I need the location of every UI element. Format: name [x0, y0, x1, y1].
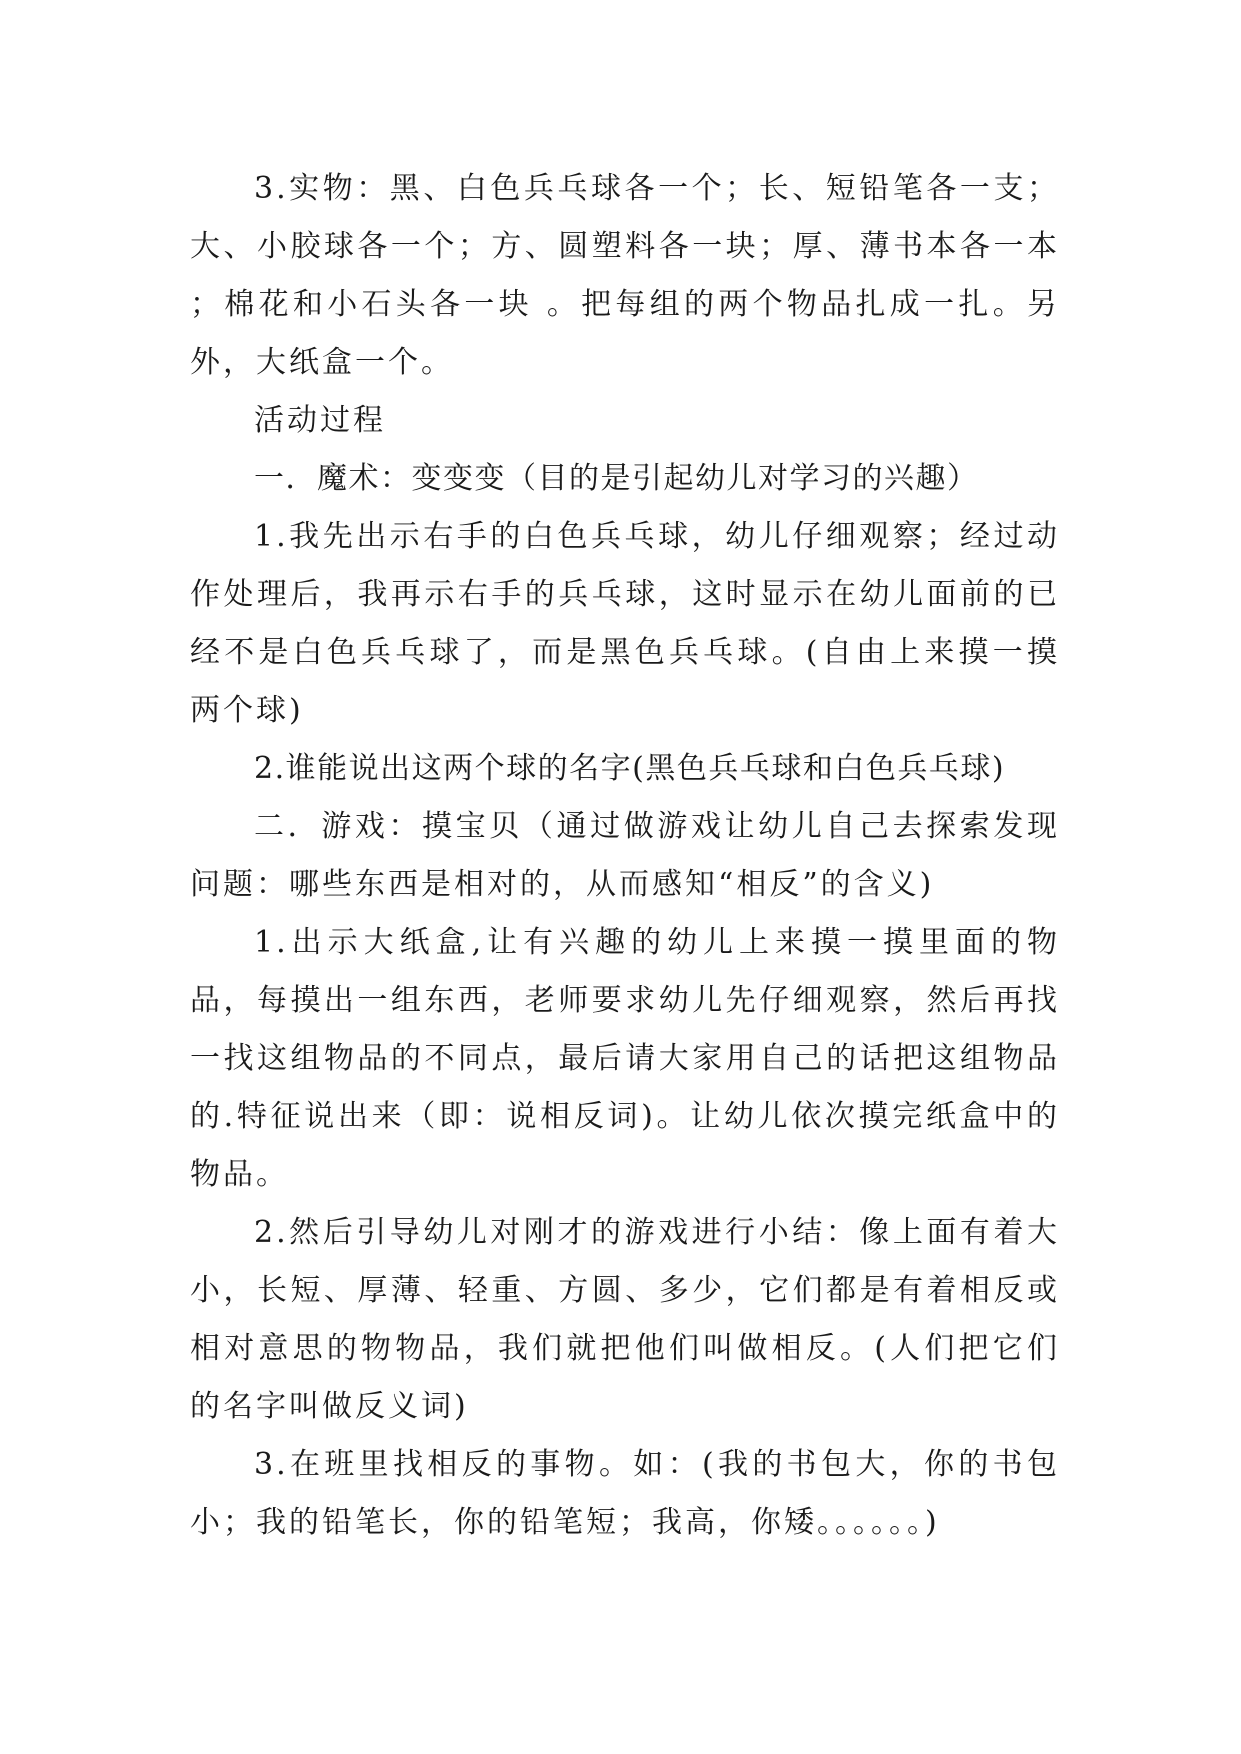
paragraph-magic-step-2: 2.谁能说出这两个球的名字(黑色兵乓球和白色兵乓球): [254, 751, 1006, 786]
paragraph-game-heading: 二．游戏：摸宝贝（通过做游戏让幼儿自己去探索发现问题：哪些东西是相对的，从而感知“相反”的含义): [190, 809, 1060, 902]
paragraph-game-step-3: 3.在班里找相反的事物。如：(我的书包大，你的书包小；我的铅笔长，你的铅笔短；我高，你矮。。。。。。): [190, 1447, 1060, 1540]
paragraph-game-step-2: 2.然后引导幼儿对刚才的游戏进行小结：像上面有着大小，长短、厚薄、轻重、方圆、多少，它们都是有着相反或相对意思的物物品，我们就把他们叫做相反。(人们把它们的名字叫做反义词): [190, 1215, 1060, 1424]
paragraph-magic-step-1: 1.我先出示右手的白色兵乓球，幼儿仔细观察；经过动作处理后，我再示右手的兵乓球，这时显示在幼儿面前的已经不是白色兵乓球了，而是黑色兵乓球。(自由上来摸一摸两个球): [190, 519, 1060, 728]
document-body: [190, 160, 1060, 1552]
paragraph-game-step-1: 1.出示大纸盒,让有兴趣的幼儿上来摸一摸里面的物品，每摸出一组东西，老师要求幼儿先仔细观察，然后再找一找这组物品的不同点，最后请大家用自己的话把这组物品的.特征说出来（即：说相反词)。让幼儿依次摸完纸盒中的物品。: [190, 925, 1060, 1192]
paragraph-activity-heading: 活动过程: [254, 403, 386, 438]
paragraph-magic-heading: 一．魔术：变变变（目的是引起幼儿对学习的兴趣）: [254, 461, 979, 496]
paragraph-materials: 3.实物：黑、白色兵乓球各一个；长、短铅笔各一支；大、小胶球各一个；方、圆塑料各一块；厚、薄书本各一本 ；棉花和小石头各一块 。把每组的两个物品扎成一扎。另外，大纸盒一个。: [190, 171, 1060, 380]
